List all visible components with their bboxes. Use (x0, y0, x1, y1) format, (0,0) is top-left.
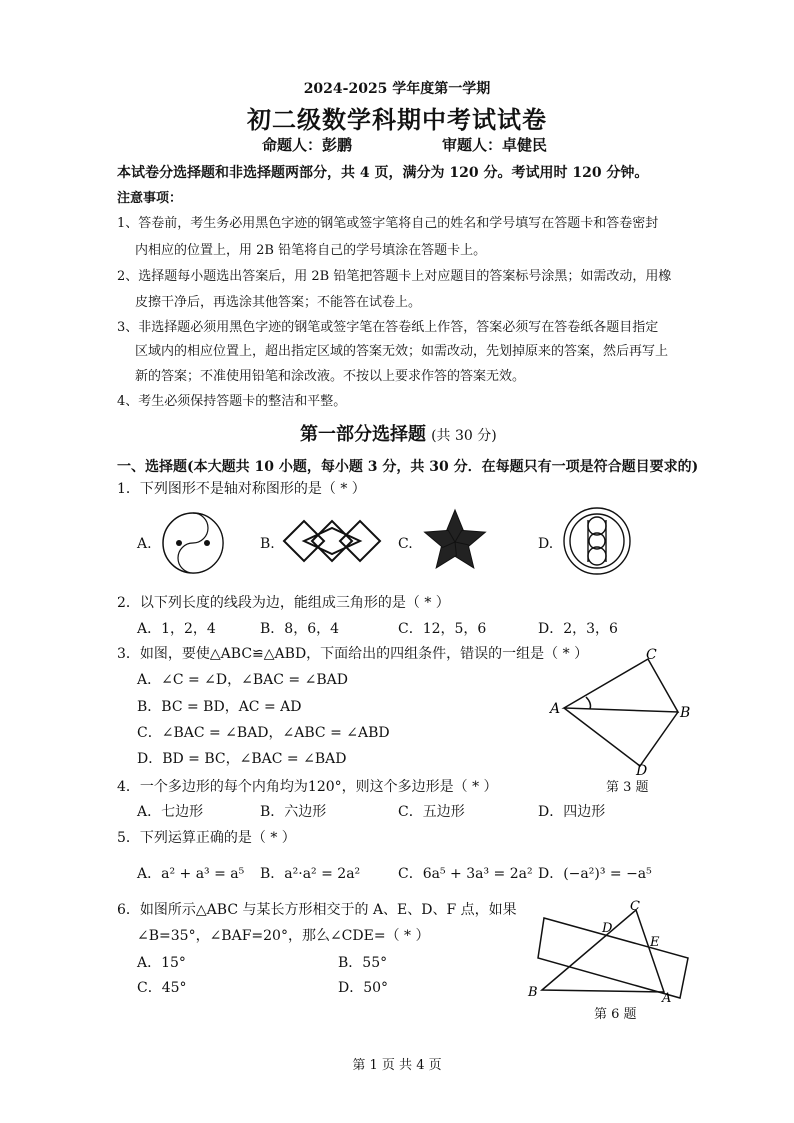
q5-option-b: B．a²·a² = 2a² (260, 866, 361, 882)
page-footer: 第 1 页 共 4 页 (352, 1058, 442, 1073)
q3-triangle-figure (546, 645, 696, 779)
q3-label-c: C (646, 647, 657, 663)
note-2b: 皮擦干净后，再选涂其他答案；不能答在试卷上。 (135, 295, 422, 310)
q5-stem: 5．下列运算正确的是（ * ） (117, 830, 296, 846)
q2-option-d: D．2，3，6 (538, 621, 618, 637)
q3-stem: 3．如图，要使△ABC≌△ABD，下面给出的四组条件，错误的一组是（ * ） (117, 646, 589, 662)
knot-figure (282, 516, 382, 566)
section1-heading: 一、选择题(本大题共 10 小题，每小题 3 分，共 30 分．在每题只有一项是符合题目要求的) (117, 459, 699, 475)
q6-rectangle-triangle-figure (528, 900, 693, 1005)
q6-label-b: B (528, 985, 538, 1000)
q1-stem: 1．下列图形不是轴对称图形的是（ * ） (117, 481, 366, 497)
q6-label-a: A (662, 991, 672, 1006)
q3-option-c: C．∠BAC = ∠BAD，∠ABC = ∠ABD (137, 725, 390, 741)
part1-title: 第一部分选择题 (300, 424, 426, 445)
part1-heading (300, 420, 497, 446)
note-3c: 新的答案；不准使用铅笔和涂改液。不按以上要求作答的答案无效。 (135, 369, 526, 384)
q3-option-d: D．BD = BC，∠BAC = ∠BAD (137, 751, 347, 767)
q6-option-b: B．55° (338, 955, 388, 971)
q2-option-c: C．12，5，6 (398, 621, 487, 637)
q6-caption: 第 6 题 (594, 1007, 637, 1022)
star-flower-figure (420, 505, 490, 575)
note-3a: 3、非选择题必须用黑色字迹的钢笔或签字笔在答卷纸上作答，答案必须写在答卷纸各题目指定 (117, 320, 659, 335)
notes-title: 注意事项： (117, 191, 183, 206)
q5-option-a: A．a² + a³ = a⁵ (137, 866, 245, 882)
setter: 命题人：彭鹏 (262, 136, 353, 154)
q4-option-c: C．五边形 (398, 804, 465, 820)
q2-stem: 2．以下列长度的线段为边，能组成三角形的是（ * ） (117, 595, 450, 611)
exam-intro: 本试卷分选择题和非选择题两部分，共 4 页，满分为 120 分。考试用时 120 分钟。 (117, 165, 649, 181)
q6-label-e: E (650, 935, 660, 950)
q2-option-a: A．1，2，4 (137, 621, 216, 637)
q6-option-a: A．15° (137, 955, 186, 971)
q6-option-c: C．45° (137, 980, 187, 996)
note-3b: 区域内的相应位置上，超出指定区域的答案无效；如需改动，先划掉原来的答案，然后再写上 (135, 344, 669, 359)
q6-stem-line1: 6．如图所示△ABC 与某长方形相交于的 A、E、D、F 点，如果 (117, 902, 517, 918)
q5-option-c: C．6a⁵ + 3a³ = 2a² (398, 866, 533, 882)
q3-caption: 第 3 题 (606, 780, 649, 795)
school-year: 2024-2025 学年度第一学期 (303, 81, 491, 97)
reviewer: 审题人：卓健民 (442, 136, 548, 154)
q4-option-a: A．七边形 (137, 804, 204, 820)
q2-option-b: B．8，6，4 (260, 621, 340, 637)
q6-stem-line2: ∠B=35°，∠BAF=20°，那么∠CDE=（ * ） (137, 928, 430, 944)
q3-label-b: B (680, 705, 691, 721)
note-1a: 1、答卷前，考生务必用黑色字迹的钢笔或签字笔将自己的姓名和学号填写在答题卡和答卷密封 (117, 216, 659, 231)
q6-option-d: D．50° (338, 980, 389, 996)
part1-score: (共 30 分) (431, 428, 497, 444)
q3-option-b: B．BC = BD，AC = AD (137, 699, 302, 715)
q4-option-b: B．六边形 (260, 804, 327, 820)
note-4: 4、考生必须保持答题卡的整洁和平整。 (117, 394, 347, 409)
nested-circles-figure (562, 506, 632, 576)
q1-option-c: C. (398, 536, 413, 552)
q3-option-a: A．∠C = ∠D，∠BAC = ∠BAD (137, 672, 348, 688)
q1-option-b: B. (260, 536, 275, 552)
note-2a: 2、选择题每小题选出答案后，用 2B 铅笔把答题卡上对应题目的答案标号涂黑；如需改动，用橡 (117, 269, 672, 284)
q3-label-a: A (550, 701, 561, 717)
q6-label-c: C (630, 899, 640, 914)
q6-label-d: D (602, 921, 613, 936)
q5-option-d: D．(−a²)³ = −a⁵ (538, 866, 652, 882)
q4-option-d: D．四边形 (538, 804, 606, 820)
q3-label-d: D (636, 763, 648, 779)
q1-option-d: D. (538, 536, 554, 552)
q1-option-a: A. (137, 536, 152, 552)
q4-stem: 4．一个多边形的每个内角均为120°，则这个多边形是（ * ） (117, 779, 498, 795)
exam-title: 初二级数学科期中考试试卷 (247, 105, 547, 134)
yin-yang-figure (160, 510, 226, 576)
note-1b: 内相应的位置上，用 2B 铅笔将自己的学号填涂在答题卡上。 (135, 243, 487, 258)
